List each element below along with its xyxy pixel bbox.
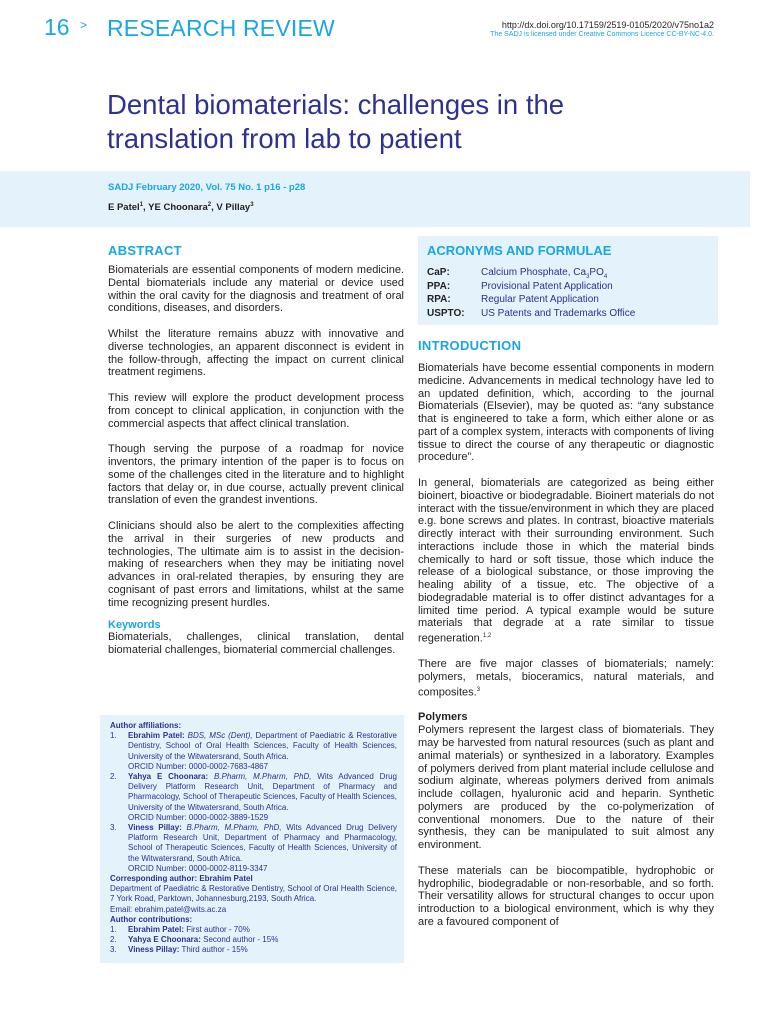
affiliation-item [110,823,397,874]
introduction-heading: INTRODUCTION [418,338,522,353]
introduction-section [418,338,714,942]
acronyms-heading: ACRONYMS AND FORMULAE [427,243,612,258]
affiliation-name: Viness Pillay: [128,823,182,833]
contribution-item [110,925,397,935]
affiliation-name: Yahya E Choonara: [128,772,209,782]
paragraph-text: In general, biomaterials are categorized as being either bioinert, bioactive or biodegradable. Bioinert materials do not interact with the tissue/environment in which they are placed e.g. bone screws and plates. In contrast, bioactive materials directly interact with their surrounding environment. Such interactions include those in which the material binds chemically to hard or soft tissue, those which induce the release of a biological substance, or those improving the healing ability of a tissue, etc. The objective of a biodegradable material is to offer distinct advantages for a limited time period. A typical example would be suture materials that degrade at a rate similar to tissue regeneration. [418,477,714,645]
author-name: V Pillay [216,202,251,214]
acronym-definition: Regular Patent Application [481,294,599,305]
orcid: ORCID Number: 0000-0002-8119-3347 [128,863,268,873]
affiliation-text: Wits Advanced Drug Delivery Platform Research Unit, Department of Pharmacy and Pharmacology, School of Therapeutic Sciences, Faculty of Health Sciences, University of the Witwatersrand, South Africa. [128,772,397,812]
author-sep: , [211,202,217,214]
contribution-item [110,945,397,955]
acronym-def-text: PO [589,267,604,278]
acronym-definition [481,267,607,278]
author-sup: 2 [207,202,212,208]
affiliations-box [100,715,404,963]
page-number: 16 [44,14,70,40]
acronym-row [427,281,613,292]
author-sup: 1 [139,202,144,208]
acronym-term: USPTO: [427,308,465,319]
contribution-number: 1. [110,925,117,935]
polymers-heading: Polymers [418,711,468,724]
acronym-term: RPA: [427,294,451,305]
corresponding-heading: Corresponding author: Ebrahim Patel [110,874,253,884]
contribution-number: 3. [110,945,117,955]
license-note: The SADJ is licensed under Creative Commons Licence CC-BY-NC-4.0. [490,31,714,38]
contribution-text: Second author - 15% [200,935,279,945]
orcid: ORCID Number: 0000-0002-7683-4867 [128,761,269,771]
intro-paragraph: Biomaterials have become essential components in modern medicine. Advancements in medical technology have led to an updated definition, which, according to the journal Biomaterials (Elsevier), may be quoted as: “any substance that is engineered to take a form, which either alone or as part of a complex system, interacts with components of living tissue to direct the course of any therapeutic or diagnostic procedure”. [418,362,714,464]
doi-link[interactable]: http://dx.doi.org/10.17159/2519-0105/2020/v75no1a2 [501,20,714,30]
acronym-row [427,308,635,319]
contribution-name: Yahya E Choonara: [128,935,201,945]
subscript: 3 [586,274,590,280]
abstract-section [108,243,404,670]
citation-band [0,171,750,227]
acronyms-box [418,236,718,325]
acronym-row [427,267,607,280]
subscript: 4 [603,274,608,280]
affiliation-degrees: B.Pharm, M.Pharm, PhD, [208,772,312,782]
title-line-2: translation from lab to patient [107,123,462,154]
intro-paragraph [418,477,714,645]
affiliation-item [110,731,397,772]
abstract-paragraph: Clinicians should also be alert to the complexities affecting the arrival in their surgeries of new products and technologies, The ultimate aim is to assist in the decision-making of researchers when they may be initiating novel advances in oral-related therapies, by ensuring they are cognisant of past errors and limitations, whilst at the same time recognizing present hurdles. [108,520,404,609]
affiliation-text: Wits Advanced Drug Delivery Platform Research Unit, Department of Pharmacy and Pharmacology, School of Therapeutic Sciences, Faculty of Health Sciences, University of the Witwatersrand, South Africa. [128,823,398,863]
acronym-definition: Provisional Patent Application [481,281,613,292]
citation: SADJ February 2020, Vol. 75 No. 1 p16 - p28 [108,182,306,193]
article-title [107,88,667,156]
acronym-term: CaP: [427,267,450,278]
affiliation-number: 3. [110,823,117,833]
affiliation-item [110,772,397,823]
contribution-text: Third author - 15% [179,945,248,955]
intro-paragraph: Polymers represent the largest class of biomaterials. They may be harvested from natural resources (such as plant and animal materials) or synthesized in a laboratory. Examples of polymers derived from plant material include cellulose and sodium alginate, whereas polymers derived from animals include collagen, hyaluronic acid and heparin. Synthetic polymers are produced by the co-polymerization of conventional monomers. Due to the nature of their synthesis, they can be manipulated to suit almost any environment. [418,724,714,852]
citation-sup: 1,2 [482,633,492,639]
author-sep: , [143,202,149,214]
author-name: E Patel [108,202,140,214]
contribution-item [110,935,397,945]
keywords-heading: Keywords [108,619,161,632]
affiliation-degrees: B.Pharm, M.Pharm, PhD, [181,823,282,833]
keywords-text: Biomaterials, challenges, clinical translation, dental biomaterial challenges, biomaterial commercial challenges. [108,631,404,656]
abstract-paragraph: Whilst the literature remains abuzz with innovative and diverse technologies, an apparent disconnect is evident in the follow-through, affecting the impact on current clinical treatment regimens. [108,328,404,379]
paragraph-text: There are five major classes of biomaterials; namely: polymers, metals, bioceramics, natural materials, and composites. [418,658,714,699]
section-name: RESEARCH REVIEW [107,15,335,41]
affiliation-number: 1. [110,731,117,741]
abstract-paragraph: Though serving the purpose of a roadmap for novice inventors, the primary intention of the paper is to focus on some of the challenges cited in the literature and to highlight factors that delay or, in due course, actually prevent clinical translation of even the grandest inventions. [108,443,404,507]
intro-paragraph: These materials can be biocompatible, hydrophobic or hydrophilic, biodegradable or non-resorbable, and so forth. Their versatility allows for structural changes to occur upon introduction to a biological environment, which is why they are a favoured component of [418,864,714,928]
acronym-definition: US Patents and Trademarks Office [481,308,636,319]
orcid: ORCID Number: 0000-0002-3889-1529 [128,812,269,822]
affiliation-number: 2. [110,772,117,782]
acronym-row [427,294,599,305]
affiliations-heading: Author affiliations: [110,721,182,730]
author-line [108,202,254,213]
contribution-text: First author - 70% [184,925,250,935]
title-line-1: Dental biomaterials: challenges in the [107,89,565,120]
intro-paragraph [418,658,714,699]
author-sup: 3 [250,202,254,208]
corresponding-text: Department of Paediatric & Restorative Dentistry, School of Oral Health Science, 7 York Road, Parktown, Johannesburg,2193, South Africa. [110,884,397,904]
abstract-paragraph: Biomaterials are essential components of modern medicine. Dental biomaterials include any material or device used within the oral cavity for the diagnosis and treatment of oral conditions, diseases, and disorders. [108,264,404,315]
contribution-name: Ebrahim Patel: [128,925,185,935]
affiliation-text: Department of Paediatric & Restorative Dentistry, School of Oral Health Sciences, Faculty of Health Sciences, University of the Witwatersrand, South Africa. [128,731,398,761]
abstract-paragraph: This review will explore the product development process from concept to clinical application, in conjunction with the commercial aspects that affect clinical translation. [108,392,404,430]
acronym-def-text: Calcium Phosphate, Ca [481,267,587,278]
chevron-right-icon: > [80,18,88,32]
acronym-term: PPA: [427,281,451,292]
email[interactable]: Email: ebrahim.patel@wits.ac.za [110,904,227,914]
contributions-heading: Author contributions: [110,914,193,924]
citation-sup: 3 [476,686,481,693]
affiliation-degrees: BDS, MSc (Dent), [184,731,253,741]
abstract-heading: ABSTRACT [108,243,182,258]
contribution-number: 2. [110,935,117,945]
contribution-name: Viness Pillay: [128,945,180,955]
author-name: YE Choonara [148,202,208,214]
affiliation-name: Ebrahim Patel: [128,731,185,741]
